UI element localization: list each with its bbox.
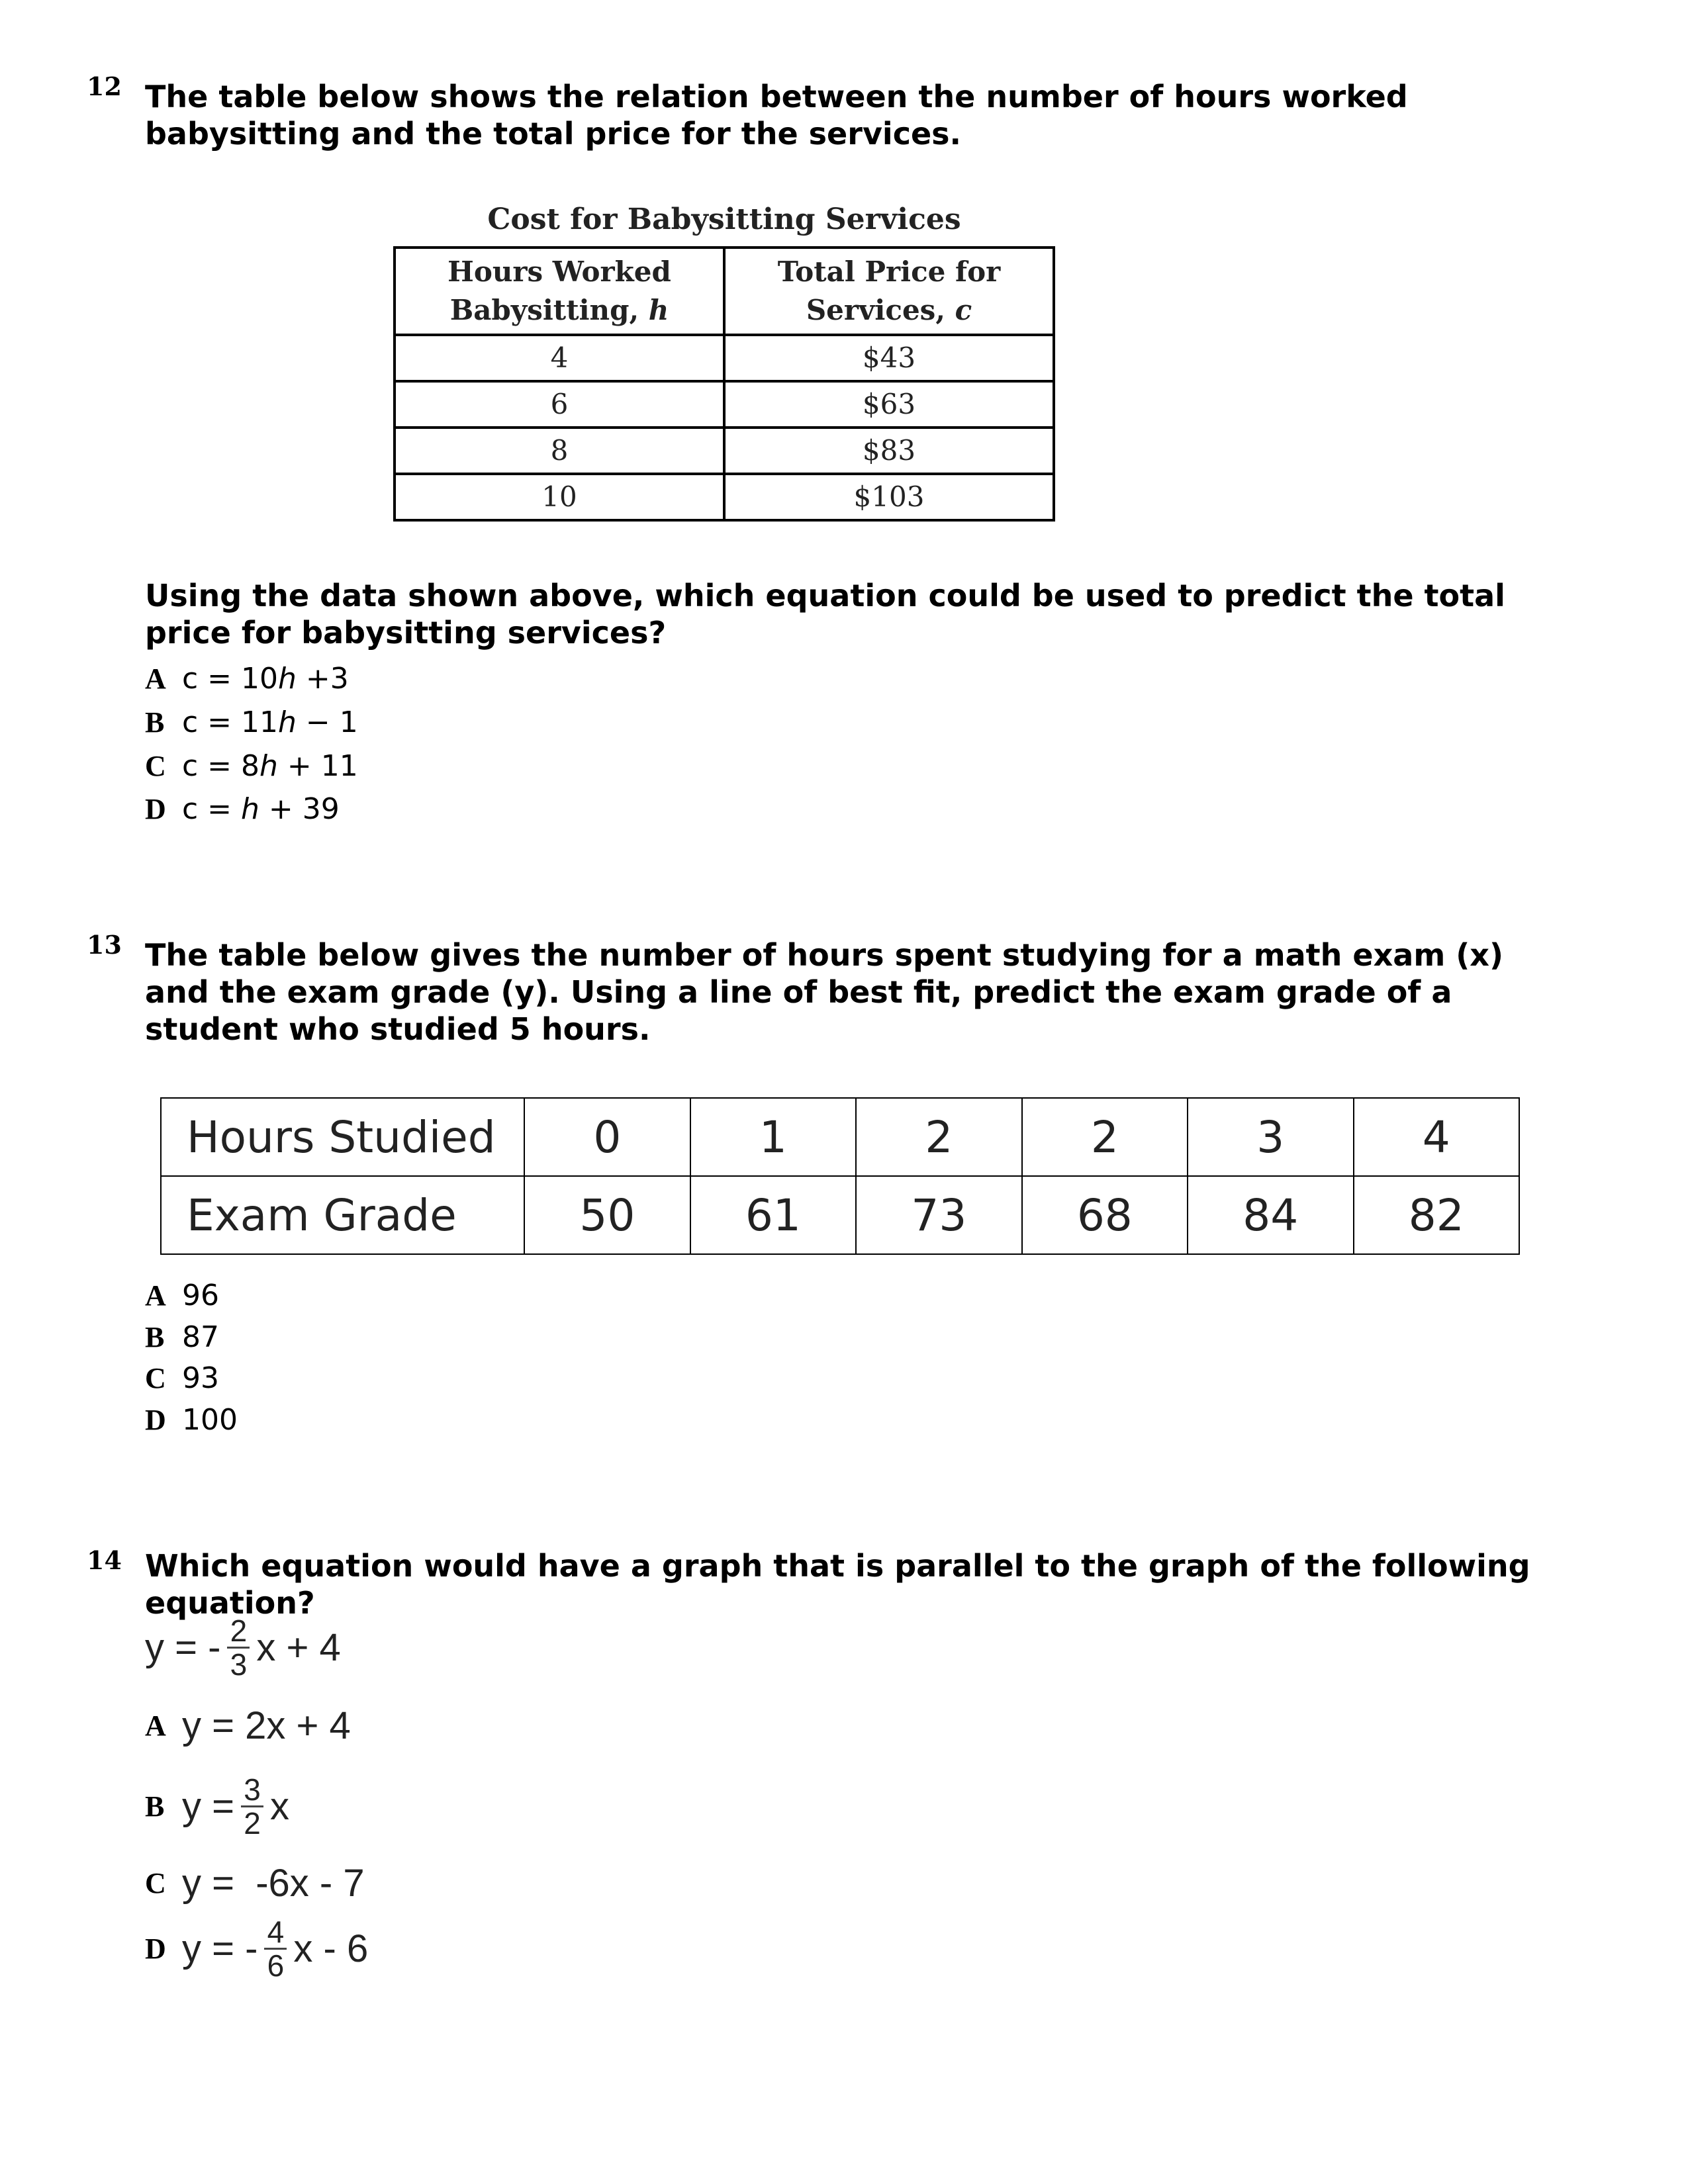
answer-option-b[interactable] (145, 1320, 219, 1354)
answer-option-d[interactable] (145, 792, 340, 826)
option-letter: D (145, 793, 166, 825)
option-letter: B (145, 1790, 165, 1823)
numerator: 3 (244, 1772, 261, 1807)
answer-option-d[interactable] (145, 1403, 238, 1437)
answer-option-b[interactable] (145, 1774, 289, 1839)
answer-option-c[interactable] (145, 1861, 365, 1905)
table-row (161, 1098, 1519, 1176)
table-cell: $83 (724, 428, 1054, 474)
table-row (395, 381, 1054, 428)
option-var: h (278, 662, 297, 696)
row-label: Hours Studied (161, 1098, 524, 1176)
equation-text: y = (182, 1785, 234, 1828)
study-table (160, 1097, 1520, 1255)
table-cell: 8 (395, 428, 724, 474)
option-letter: A (145, 1279, 166, 1312)
equation-text: y = - (182, 1927, 258, 1970)
question-number: 14 (87, 1545, 122, 1575)
table-header-row (395, 248, 1054, 335)
option-text: c = (182, 792, 242, 826)
answer-option-a[interactable] (145, 1704, 351, 1748)
denominator: 6 (267, 1948, 285, 1983)
numerator: 4 (267, 1915, 285, 1949)
table-cell: 2 (1022, 1098, 1188, 1176)
table-cell: 3 (1188, 1098, 1353, 1176)
table-row (395, 428, 1054, 474)
option-text: +3 (296, 662, 349, 696)
table-cell: 4 (1354, 1098, 1519, 1176)
babysitting-table (393, 246, 1055, 522)
option-text: 93 (182, 1361, 219, 1395)
question-text: Which equation would have a graph that is parallel to the graph of the following equation? (145, 1548, 1530, 1621)
table-row (395, 335, 1054, 381)
row-label: Exam Grade (161, 1176, 524, 1254)
header-var: h (648, 294, 669, 326)
table-cell: 50 (524, 1176, 690, 1254)
denominator: 2 (244, 1806, 261, 1841)
fraction (241, 1774, 263, 1839)
fraction (264, 1916, 287, 1981)
option-text: + 11 (277, 749, 358, 783)
table-title: Cost for Babysitting Services (487, 203, 961, 236)
option-letter: C (145, 1362, 166, 1394)
question-text: The table below shows the relation between the number of hours worked babysitting and the total price for the services. (145, 79, 1408, 152)
option-letter: B (145, 706, 165, 739)
option-text: 87 (182, 1320, 219, 1354)
option-letter: A (145, 1709, 166, 1742)
option-text: c = 8 (182, 749, 260, 783)
table-cell: $63 (724, 381, 1054, 428)
table-cell: 2 (856, 1098, 1021, 1176)
column-header (395, 248, 724, 335)
answer-option-d[interactable] (145, 1916, 368, 1981)
option-letter: D (145, 1404, 166, 1436)
denominator: 3 (230, 1647, 248, 1682)
equation-text: x (270, 1785, 289, 1828)
option-letter: D (145, 1933, 166, 1965)
table-cell: 6 (395, 381, 724, 428)
header-text: Hours Worked Babysitting, (447, 255, 671, 326)
option-text: c = 11 (182, 705, 279, 739)
table-cell: 4 (395, 335, 724, 381)
option-var: h (278, 705, 297, 739)
option-text: y = -6x - 7 (182, 1862, 365, 1905)
question-number: 12 (87, 71, 122, 101)
option-text: y = 2x + 4 (182, 1704, 351, 1747)
answer-option-b[interactable] (145, 705, 358, 739)
option-text: + 39 (259, 792, 340, 826)
numerator: 2 (230, 1614, 248, 1648)
fraction (227, 1615, 250, 1680)
option-letter: B (145, 1321, 165, 1353)
table-cell: 1 (690, 1098, 856, 1176)
option-text: c = 10 (182, 662, 279, 696)
equation-text: x + 4 (256, 1626, 341, 1669)
option-letter: A (145, 662, 166, 695)
header-var: c (955, 294, 972, 326)
equation-text: y = - (145, 1626, 221, 1669)
answer-option-c[interactable] (145, 1361, 219, 1395)
option-letter: C (145, 750, 166, 782)
equation-text: x - 6 (293, 1927, 369, 1970)
table-cell: 84 (1188, 1176, 1353, 1254)
question-text: The table below gives the number of hours spent studying for a math exam (x) and the exam grade (y). Using a line of best fit, predict the exam grade of a student who studied 5 hours. (145, 937, 1503, 1047)
option-var: h (259, 749, 278, 783)
table-cell: 68 (1022, 1176, 1188, 1254)
option-text: − 1 (296, 705, 358, 739)
table-row (161, 1176, 1519, 1254)
column-header (724, 248, 1054, 335)
table-cell: $43 (724, 335, 1054, 381)
table-cell: $103 (724, 474, 1054, 520)
question-number: 13 (87, 930, 122, 960)
option-text: 96 (182, 1279, 219, 1312)
answer-option-a[interactable] (145, 662, 349, 696)
table-cell: 61 (690, 1176, 856, 1254)
answer-option-c[interactable] (145, 749, 358, 783)
option-var: h (241, 792, 259, 826)
table-row (395, 474, 1054, 520)
given-equation (145, 1615, 341, 1680)
header-text: Total Price for Services, (777, 255, 1001, 326)
table-cell: 0 (524, 1098, 690, 1176)
answer-option-a[interactable] (145, 1279, 219, 1312)
option-letter: C (145, 1867, 166, 1899)
table-cell: 82 (1354, 1176, 1519, 1254)
option-text: 100 (182, 1403, 238, 1437)
question-prompt: Using the data shown above, which equation could be used to predict the total price for babysitting services? (145, 578, 1505, 651)
table-cell: 10 (395, 474, 724, 520)
table-cell: 73 (856, 1176, 1021, 1254)
